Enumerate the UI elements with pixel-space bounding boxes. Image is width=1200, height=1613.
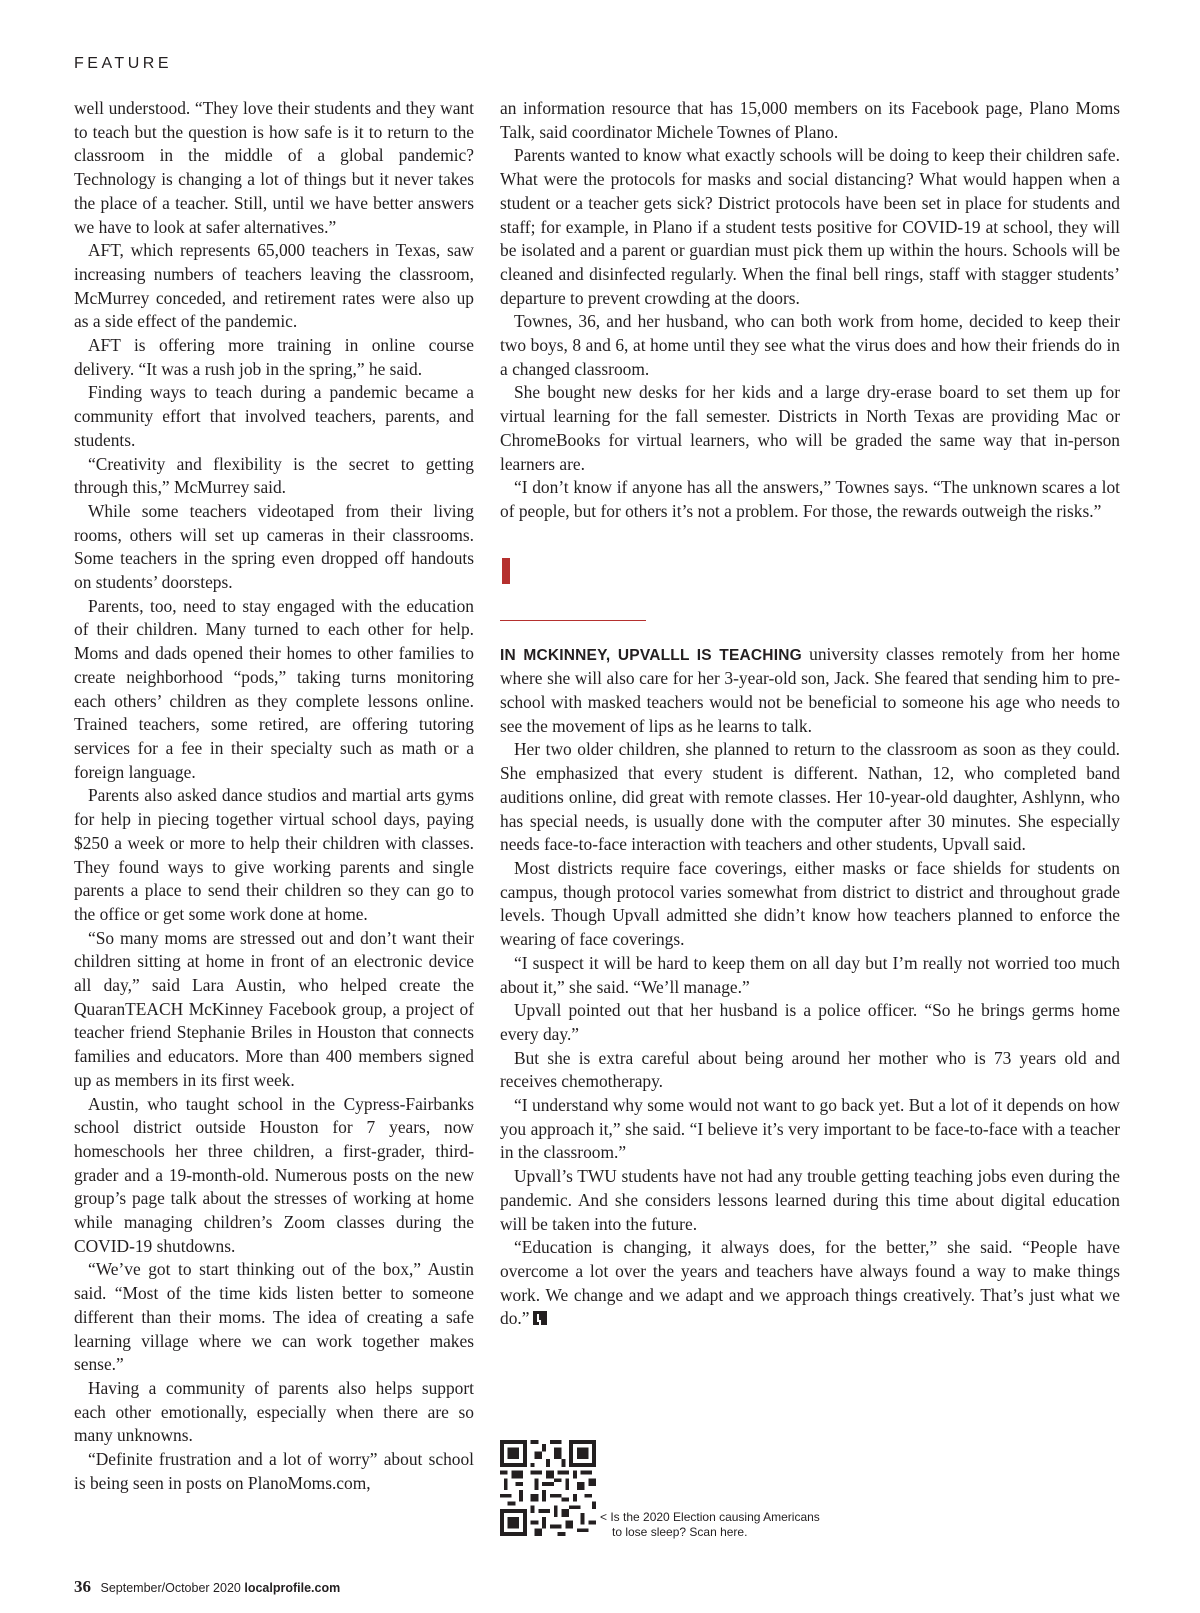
paragraph: “Creativity and flexibility is the secret to getting through this,” McMurrey said.	[74, 453, 474, 498]
section-label: FEATURE	[74, 55, 172, 72]
right-column	[500, 97, 1120, 1331]
end-mark-icon	[533, 1311, 547, 1325]
final-paragraph	[500, 1236, 1120, 1331]
paragraph: While some teachers videotaped from their living rooms, others will set up cameras in their classrooms. Some teachers in the spring even dropped off handouts on students’ doorsteps.	[74, 500, 474, 593]
section-break	[500, 542, 1120, 620]
qr-caption-line: to lose sleep? Scan here.	[612, 1525, 748, 1539]
section-ornament	[502, 558, 510, 584]
paragraph: Parents wanted to know what exactly schools will be doing to keep their children safe. What were the protocols for masks and social distancing? What would happen when a student or a teacher gets sick? District protocols have been set in place for students and staff; for example, in Plano if a student tests positive for COVID-19 at school, they will be isolated and a parent or guardian must pick them up within the hours. Schools will be cleaned and disinfected regularly. When the final bell rings, staff with stagger students’ departure to prevent crowding at the doors.	[500, 145, 1120, 308]
paragraph: “I understand why some would not want to go back yet. But a lot of it depends on how you approach it,” she said. “I believe it’s very important to be face-to-face with a teacher in the classroom.”	[500, 1095, 1120, 1163]
paragraph: Upvall pointed out that her husband is a police officer. “So he brings germs home every day.”	[500, 1000, 1120, 1044]
lead-in: IN MCKINNEY, UPVALLL IS TEACHING	[500, 646, 802, 664]
paragraph: “I don’t know if anyone has all the answers,” Townes says. “The unknown scares a lot of people, but for others it’s not a problem. For those, the rewards outweigh the risks.”	[500, 477, 1120, 521]
page-number: 36	[74, 1577, 91, 1596]
lead-text: university classes remotely from her home where she will also care for her 3-year-old son, Jack. She feared that sending him to pre-school with masked teachers would not be beneficial to someone his age who needs to see the movement of lips as he learns to talk.	[500, 643, 1121, 736]
paragraph: AFT, which represents 65,000 teachers in Texas, saw increasing numbers of teachers leaving the classroom, McMurrey conceded, and retirement rates were also up as a side effect of the pandemic.	[74, 240, 474, 332]
page-footer	[74, 1577, 340, 1597]
paragraph: Finding ways to teach during a pandemic became a community effort that involved teachers, parents, and students.	[74, 382, 474, 450]
paragraph: Parents, too, need to stay engaged with the education of their children. Many turned to each other for help. Moms and dads opened their homes to other families to create neighborhood “pods,” taking turns monitoring each others’ children as they complete lessons online. Trained teachers, some retired, are offering tutoring services for a fee in their specialty such as math or a foreign language.	[74, 595, 474, 782]
paragraph: But she is extra careful about being around her mother who is 73 years old and receives chemotherapy.	[500, 1047, 1120, 1092]
paragraph: “Definite frustration and a lot of worry” about school is being seen in posts on PlanoMoms.com,	[74, 1449, 474, 1493]
paragraph: Most districts require face coverings, either masks or face shields for students on campus, though protocol varies somewhat from district to district and throughout grade levels. Though Upvall admitted she didn’t know how teachers planned to enforce the wearing of face coverings.	[500, 857, 1120, 950]
paragraph: AFT is offering more training in online course delivery. “It was a rush job in the spring,” he said.	[74, 335, 474, 379]
paragraph: Parents also asked dance studios and martial arts gyms for help in piecing together virtual school days, paying $250 a week or more to help their children with classes. They found ways to give working parents and single parents a place to send their children so they can go to the office or get some work done at home.	[74, 785, 474, 924]
qr-code[interactable]	[500, 1440, 596, 1536]
paragraph: well understood. “They love their students and they want to teach but the question is how safe is it to return to the classroom in the middle of a global pandemic? Technology is changing a lot of things but it never takes the place of a teacher. Still, until we have better answers we have to look at safer alternatives.”	[74, 98, 474, 237]
paragraph: Her two older children, she planned to return to the classroom as soon as they could. She emphasized that every student is different. Nathan, 12, who completed band auditions online, did great with remote classes. Her 10-year-old daughter, Ashlynn, who has special needs, is usually done with the computer after 30 minutes. She especially needs face-to-face interaction with teachers and other students, Upvall said.	[500, 739, 1120, 855]
qr-caption	[600, 1510, 820, 1540]
paragraph: “I suspect it will be hard to keep them on all day but I’m really not worried too much about it,” she said. “We’ll manage.”	[500, 952, 1120, 997]
paragraph: Austin, who taught school in the Cypress-Fairbanks school district outside Houston for 7 years, now homeschools her three children, a first-grader, third-grader and a 19-month-old. Numerous posts on the new group’s page talk about the stresses of working at home while managing children’s Zoom classes during the COVID-19 shutdowns.	[74, 1093, 474, 1256]
left-column	[74, 97, 474, 1495]
paragraph: Upvall’s TWU students have not had any trouble getting teaching jobs even during the pandemic. And she considers lessons learned during this time about digital education will be taken into the future.	[500, 1166, 1120, 1234]
issue-date: September/October 2020	[100, 1581, 241, 1595]
paragraph: She bought new desks for her kids and a large dry-erase board to set them up for virtual learning for the fall semester. Districts in North Texas are providing Mac or ChromeBooks for virtual learners, who will be graded the same way that in-person learners are.	[500, 382, 1120, 474]
paragraph: “We’ve got to start thinking out of the box,” Austin said. “Most of the time kids listen better to someone different than their moms. The idea of creating a safe learning village where we can work together makes sense.”	[74, 1259, 474, 1375]
paragraph: Having a community of parents also helps support each other emotionally, especially when there are so many unknowns.	[74, 1377, 474, 1446]
paragraph: an information resource that has 15,000 members on its Facebook page, Plano Moms Talk, said coordinator Michele Townes of Plano.	[500, 98, 1120, 142]
lead-paragraph	[500, 643, 1120, 739]
qr-caption-line: < Is the 2020 Election causing Americans	[600, 1510, 820, 1524]
final-text: “Education is changing, it always does, for the better,” she said. “People have overcome a lot over the years and teachers have always found a way to make things work. We change and we adapt and we approach things creatively. That’s just what we do.”	[500, 1237, 1120, 1329]
section-divider	[500, 620, 646, 621]
paragraph: Townes, 36, and her husband, who can both work from home, decided to keep their two boys, 8 and 6, at home until they see what the virus does and how their friends do in a changed classroom.	[500, 311, 1120, 379]
paragraph: “So many moms are stressed out and don’t want their children sitting at home in front of an electronic device all day,” said Lara Austin, who helped create the QuaranTEACH McKinney Facebook group, a project of teacher friend Stephanie Briles in Houston that connects families and educators. More than 400 members signed up as members in its first week.	[74, 927, 474, 1090]
site-name: localprofile.com	[244, 1581, 341, 1595]
